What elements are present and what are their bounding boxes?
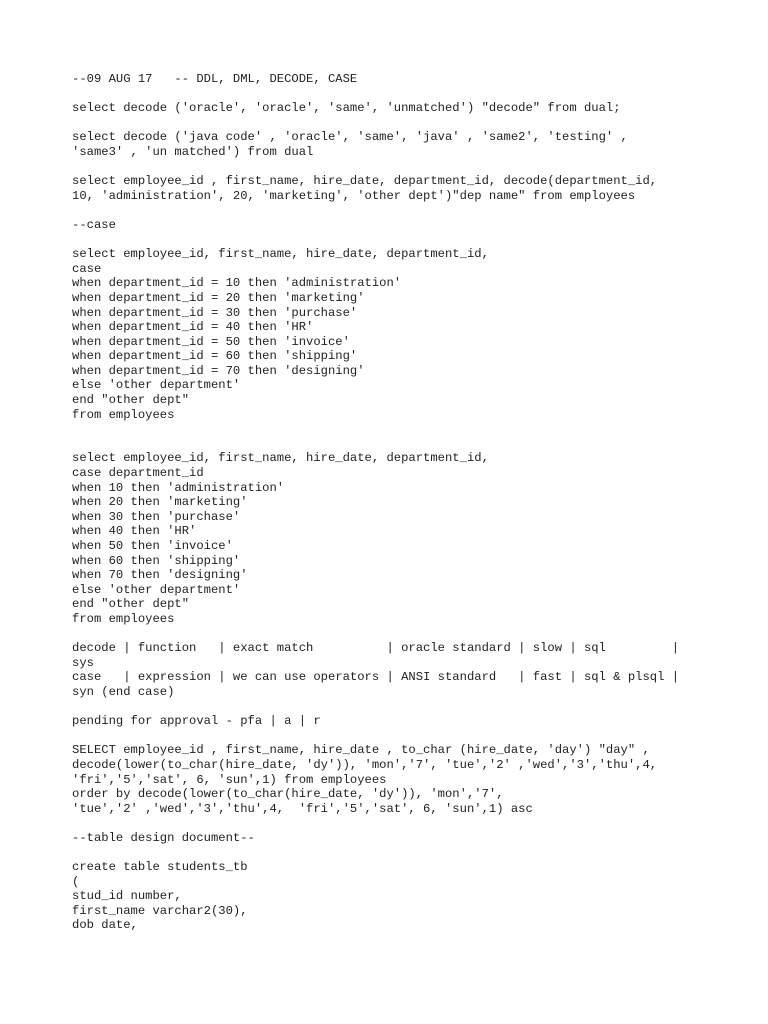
text-line: 'fri','5','sat', 6, 'sun',1) from employees <box>72 772 387 787</box>
text-line: from employees <box>72 407 175 422</box>
text-line: when department_id = 30 then 'purchase' <box>72 305 358 320</box>
text-line: else 'other department' <box>72 378 241 393</box>
text-line: case | expression | we can use operators | ANSI standard | fast | sql & plsql | <box>72 670 680 685</box>
text-line: order by decode(lower(to_char(hire_date, 'dy')), 'mon','7', <box>72 787 504 802</box>
text-line: select employee_id , first_name, hire_date, department_id, decode(department_id, <box>72 174 658 189</box>
text-line <box>72 233 752 248</box>
text-line <box>72 700 752 715</box>
text-line: select decode ('oracle', 'oracle', 'same', 'unmatched') "decode" from dual; <box>72 101 621 116</box>
text-line: decode | function | exact match | oracle standard | slow | sql | <box>72 641 680 656</box>
text-line: when 30 then 'purchase' <box>72 509 241 524</box>
text-line: case department_id <box>72 466 204 481</box>
text-line: dob date, <box>72 918 138 933</box>
text-line: else 'other department' <box>72 582 241 597</box>
text-line: select employee_id, first_name, hire_date, department_id, <box>72 451 489 466</box>
text-line: SELECT employee_id , first_name, hire_date , to_char (hire_date, 'day') "day" , <box>72 743 650 758</box>
text-line: case <box>72 261 102 276</box>
text-line <box>72 816 752 831</box>
text-line: from employees <box>72 611 175 626</box>
text-line: when department_id = 20 then 'marketing' <box>72 290 365 305</box>
text-line <box>72 422 752 437</box>
text-line: sys <box>72 655 94 670</box>
text-line: when department_id = 60 then 'shipping' <box>72 349 358 364</box>
text-line: when 20 then 'marketing' <box>72 495 248 510</box>
text-line: select employee_id, first_name, hire_date, department_id, <box>72 247 489 262</box>
text-line: decode(lower(to_char(hire_date, 'dy')), 'mon','7', 'tue','2' ,'wed','3','thu',4, <box>72 757 658 772</box>
text-line: create table students_tb <box>72 860 248 875</box>
text-line: end "other dept" <box>72 597 190 612</box>
text-line: when department_id = 40 then 'HR' <box>72 320 314 335</box>
text-line: when 50 then 'invoice' <box>72 539 233 553</box>
text-line: when 40 then 'HR' <box>72 524 197 539</box>
document-body <box>72 72 752 933</box>
text-line: when 10 then 'administration' <box>72 480 285 495</box>
text-line <box>72 729 752 744</box>
text-line: first_name varchar2(30), <box>72 903 248 918</box>
text-line: end "other dept" <box>72 393 190 408</box>
text-line: syn (end case) <box>72 684 175 699</box>
text-line: select decode ('java code' , 'oracle', 'same', 'java' , 'same2', 'testing' , <box>72 130 628 145</box>
text-line: 'tue','2' ,'wed','3','thu',4, 'fri','5','sat', 6, 'sun',1) asc <box>72 801 533 816</box>
text-line: when 70 then 'designing' <box>72 568 248 583</box>
text-line: --case <box>72 217 116 232</box>
text-line: ( <box>72 874 80 889</box>
text-line: 10, 'administration', 20, 'marketing', 'other dept')"dep name" from employees <box>72 188 636 203</box>
text-line <box>72 87 752 102</box>
text-line: --table design document-- <box>72 830 255 845</box>
text-line <box>72 437 752 452</box>
text-line <box>72 116 752 131</box>
text-line <box>72 160 752 175</box>
text-line: when department_id = 50 then 'invoice' <box>72 334 350 349</box>
text-line: when 60 then 'shipping' <box>72 553 241 568</box>
text-line: pending for approval - pfa | a | r <box>72 714 321 729</box>
text-line: --09 AUG 17 -- DDL, DML, DECODE, CASE <box>72 72 358 86</box>
text-line: stud_id number, <box>72 889 182 904</box>
text-line <box>72 845 752 860</box>
text-line <box>72 203 752 218</box>
text-line: when department_id = 10 then 'administration' <box>72 276 402 291</box>
text-line <box>72 627 752 642</box>
text-line: 'same3' , 'un matched') from dual <box>72 144 314 159</box>
text-line: when department_id = 70 then 'designing' <box>72 363 365 378</box>
